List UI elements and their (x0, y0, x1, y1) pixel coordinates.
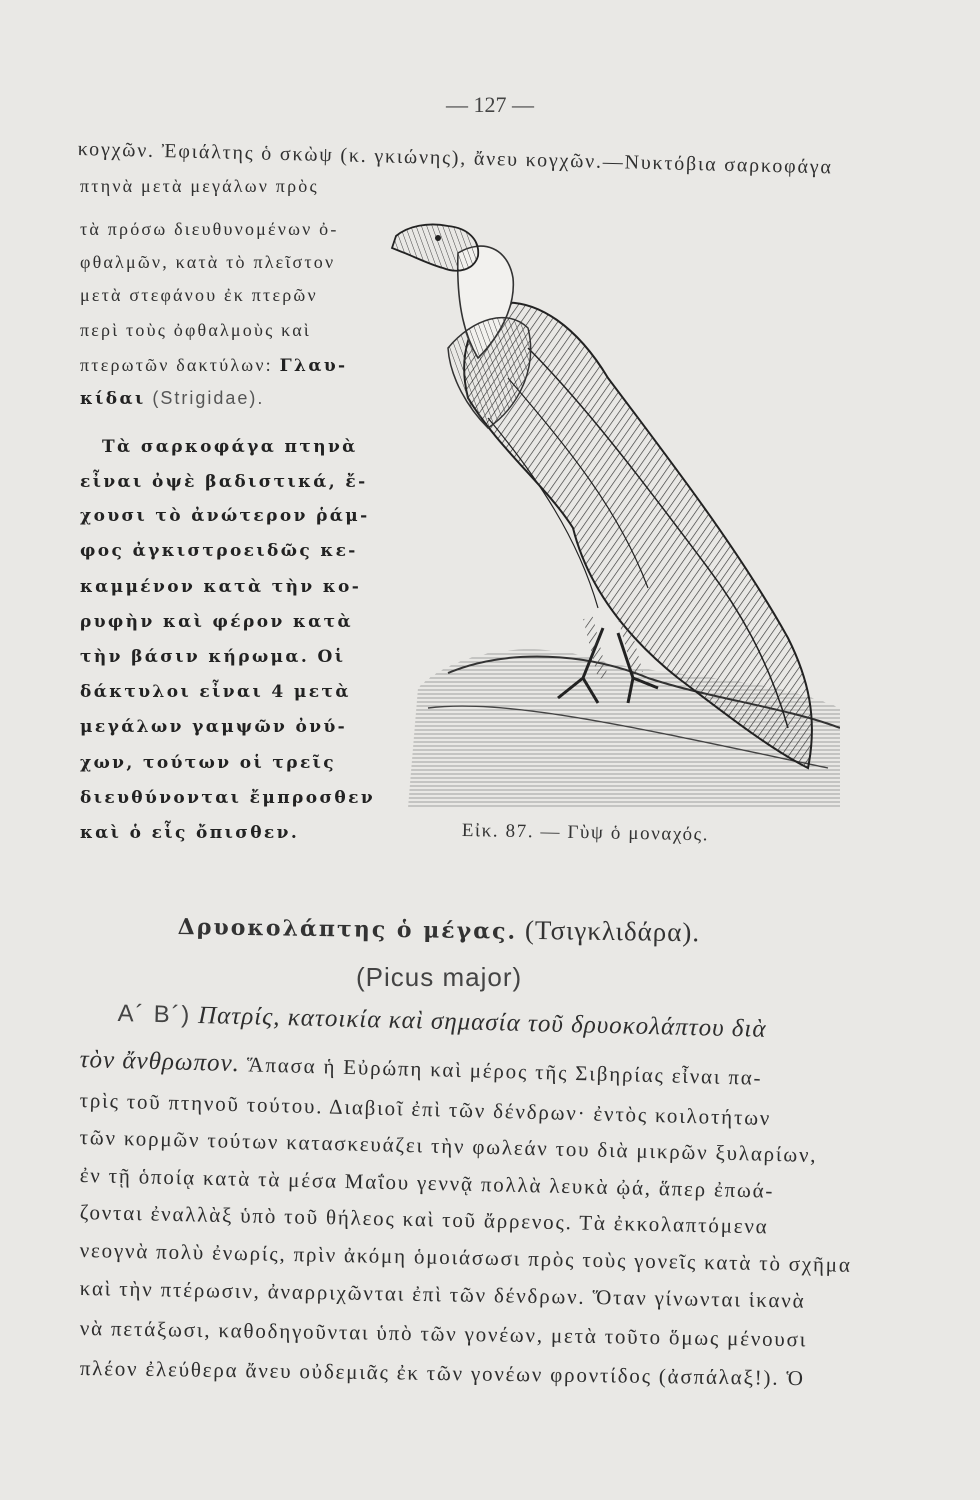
page-number: — 127 — (446, 92, 534, 117)
left-column-line: μετὰ στεφάνου ἐκ πτερῶν (80, 285, 318, 305)
body-line: πλέον ἐλεύθερα ἄνευ οὐδεμιᾶς ἐκ τῶν γονέων φροντίδος (ἀσπάλαξ!). Ὁ (79, 1356, 805, 1391)
subsection-label: Α´ Β´) (117, 1000, 192, 1029)
raptor-paragraph-line: δάκτυλοι εἶναι 4 μετὰ (80, 682, 351, 702)
strigidae-line (80, 355, 348, 376)
raptor-paragraph-line: καὶ ὁ εἷς ὄπισθεν. (80, 823, 300, 843)
body-line: τῶν κορμῶν τούτων κατασκευάζει τὴν φωλεάν του διὰ μικρῶν ξυλαρίων, (79, 1125, 818, 1168)
body-line: Ἅπασα ἡ Εὐρώπη καὶ μέρος τῆς Σιβηρίας εἶναι πα- (246, 1052, 763, 1090)
left-column-line: φθαλμῶν, κατὰ τὸ πλεῖστον (80, 252, 336, 272)
left-column-line: περὶ τοὺς ὀφθαλμοὺς καὶ (80, 320, 311, 340)
subsection-title-end: τὸν ἄνθρωπον. (79, 1046, 241, 1078)
section-heading-latin: (Picus major) (356, 962, 523, 992)
body-line: νὰ πετάξωσι, καθοδηγοῦνται ὑπὸ τῶν γονέων, μετὰ τοῦτο ὅμως μένουσι (79, 1316, 808, 1352)
left-column-line: πτηνὰ μετὰ μεγάλων πρὸς (80, 176, 319, 196)
body-line: ἐν τῇ ὁποίᾳ κατὰ τὰ μέσα Μαΐου γεννᾷ πολλὰ λευκὰ ᾠά, ἅπερ ἐπωά- (79, 1163, 775, 1203)
section-heading-bold: Δρυοκολάπτης ὁ μέγας. (177, 913, 518, 945)
strigidae-latin: (Strigidae). (152, 388, 265, 408)
body-line: καὶ τὴν πτέρωσιν, ἀναρριχῶνται ἐπὶ τῶν δένδρων. Ὅταν γίνωνται ἱκανὰ (79, 1276, 806, 1313)
raptor-paragraph-line: ρυφὴν καὶ φέρον κατὰ (80, 612, 353, 632)
strigidae-prefix: πτερωτῶν δακτύλων: (80, 355, 273, 375)
vulture-illustration (388, 208, 840, 808)
raptor-paragraph-line: μεγάλων γαμψῶν ὀνύ- (80, 717, 348, 737)
subsection-line-2 (79, 1046, 762, 1092)
raptor-paragraph-line: εἶναι ὀψὲ βαδιστικά, ἔ- (80, 472, 368, 492)
raptor-paragraph-line: χων, τούτων οἱ τρεῖς (80, 753, 337, 773)
raptor-paragraph-line: χουσι τὸ ἀνώτερον ῥάμ- (80, 506, 370, 526)
figure-caption: Εἰκ. 87. — Γὺψ ὁ μοναχός. (461, 820, 710, 846)
body-line: νεογνὰ πολὺ ἐνωρίς, πρὶν ἀκόμη ὁμοιάσωσι πρὸς τοὺς γονεῖς κατὰ τὸ σχῆμα (79, 1238, 852, 1277)
subsection-title: Πατρίς, κατοικία καὶ σημασία τοῦ δρυοκολάπτου διὰ (197, 1001, 767, 1043)
raptor-paragraph-line: καμμένον κατὰ τὴν κο- (80, 577, 362, 597)
strigidae-line-2 (80, 388, 264, 409)
raptor-paragraph-line: διευθύνονται ἔμπροσθεν (80, 788, 376, 808)
strigidae-bold: Γλαυ- (279, 356, 348, 376)
subsection-line (117, 1000, 767, 1044)
raptor-paragraph-line: τὴν βάσιν κήρωμα. Οἱ (80, 647, 346, 667)
left-column-line: τὰ πρόσω διευθυνομένων ὀ- (80, 219, 339, 239)
raptor-paragraph-line: Τὰ σαρκοφάγα πτηνὰ (102, 437, 358, 457)
body-line: τρὶς τοῦ πτηνοῦ τούτου. Διαβιοῖ ἐπὶ τῶν δένδρων· ἐντὸς κοιλοτήτων (79, 1088, 772, 1131)
strigidae-bold-2: κίδαι (80, 389, 146, 409)
top-line: κογχῶν. Ἐφιάλτης ὁ σκὼψ (κ. γκιώνης), ἄνευ κογχῶν.—Νυκτόβια σαρκοφάγα (77, 138, 833, 179)
raptor-paragraph-line: φος ἀγκιστροειδῶς κε- (80, 541, 358, 561)
body-line: ζονται ἐναλλὰξ ὑπὸ τοῦ θήλεος καὶ τοῦ ἄρρενος. Τὰ ἐκκολαπτόμενα (79, 1200, 769, 1239)
section-heading-common: (Τσιγκλιδάρα). (524, 914, 701, 948)
section-heading (178, 910, 701, 948)
